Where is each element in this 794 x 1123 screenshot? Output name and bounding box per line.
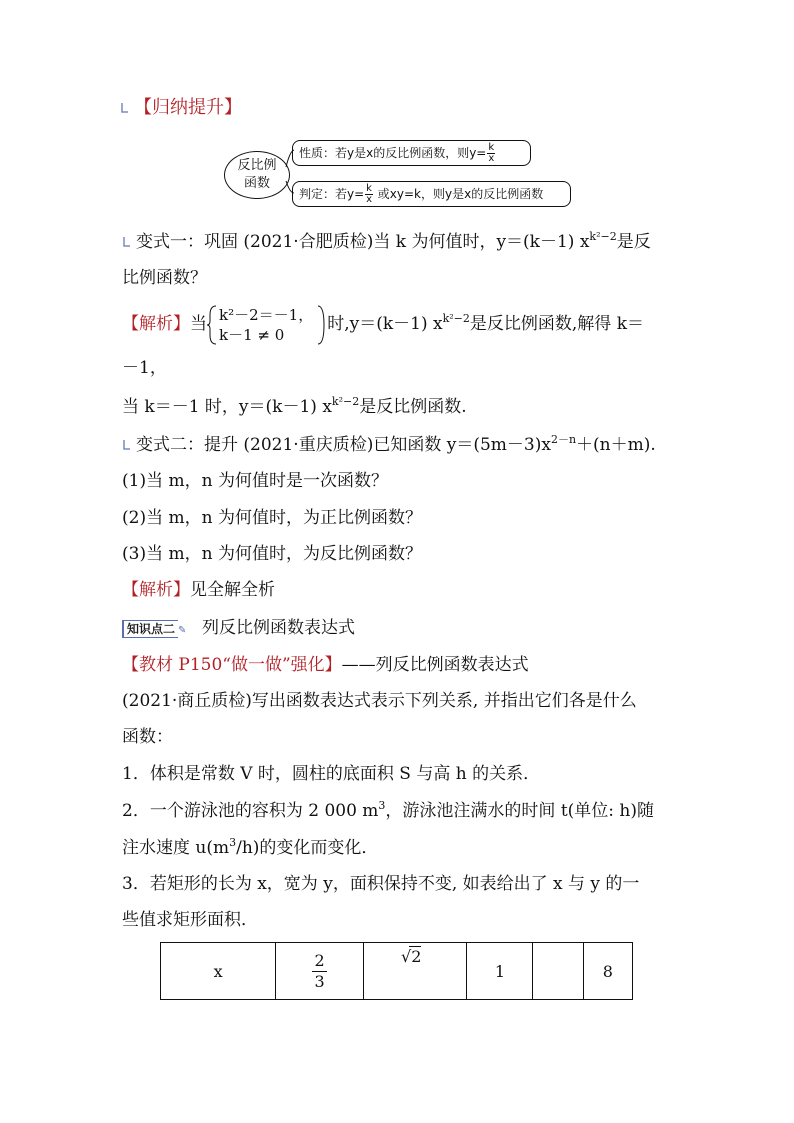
variant1-line2: 比例函数？ (122, 268, 207, 288)
analysis1-when: 当 (190, 314, 207, 334)
values-table (160, 942, 633, 1000)
problem-item3a: 3．若矩形的长为 x，宽为 y，面积保持不变, 如表给出了 x 与 y 的一 (122, 874, 640, 894)
table-fraction (312, 951, 326, 992)
judge-text-a: 判定：若y= (299, 187, 365, 201)
diagram-center-line2: 函数 (243, 176, 270, 191)
sqrt-expression: √2 (400, 947, 422, 966)
problem-item2 (122, 799, 654, 823)
bookmark-icon (122, 439, 132, 451)
variant2-tail: ＋(n＋m). (576, 435, 656, 455)
property-fraction (487, 143, 495, 164)
problem-intro2: 函数： (122, 727, 173, 747)
knowledge-point-title: 列反比例函数表达式 (202, 618, 356, 638)
sqrt-value: 2 (411, 947, 422, 966)
judge-frac-den: x (366, 194, 373, 205)
problem-item2b: ，游泳池注满水的时间 t(单位: h)随 (385, 801, 655, 821)
table-row (161, 943, 633, 1000)
variant1-line1 (122, 230, 651, 254)
analysis2-text: 见全解全析 (190, 580, 275, 600)
judge-text-b: 或xy=k，则y是x的反比例函数 (373, 187, 544, 201)
table-frac-num: 2 (314, 950, 325, 970)
analysis1-case2: k－1 ≠ 0 (219, 325, 285, 344)
judge-fraction (365, 184, 373, 205)
summary-heading-text: 【归纳提升】 (134, 97, 242, 118)
diagram-center-line1: 反比例 (237, 158, 277, 173)
problem-item2d: /h)的变化而变化． (236, 838, 379, 858)
analysis1-line3a: 当 k＝－1 时，y＝(k－1) x (122, 397, 332, 417)
analysis1-system (207, 305, 327, 345)
variant2-question1: (1)当 m，n 为何值时是一次函数？ (122, 471, 388, 491)
table-cell-4 (533, 943, 583, 1000)
problem-intro1: (2021·商丘质检)写出函数表达式表示下列关系, 并指出它们各是什么 (122, 691, 637, 711)
table-cell-5: 8 (583, 943, 632, 1000)
analysis1-case1: k²－2＝－1， (219, 305, 314, 324)
analysis1-line2: －1， (122, 358, 167, 378)
variant2-exponent: 2－n (550, 433, 577, 446)
variant1-exponent: k²−2 (589, 230, 617, 243)
table-cell-sqrt (363, 943, 466, 1000)
problem-item2-cont (122, 836, 378, 860)
problem-item2a: 2．一个游泳池的容积为 2 000 m (122, 801, 379, 821)
problem-item2c: 注水速度 u(m (122, 838, 230, 858)
variant2-question2: (2)当 m，n 为何值时，为正比例函数？ (122, 508, 422, 528)
textbook-label: 【教材 P150“做一做”强化】 (122, 655, 342, 675)
analysis2-label: 【解析】 (122, 580, 190, 600)
bookmark-icon (122, 236, 132, 248)
problem-item3b: 些值求矩形面积． (122, 910, 258, 930)
knowledge-point-label: 知识点二 (122, 620, 178, 638)
table-cell-fraction (276, 943, 364, 1000)
judge-frac-num: k (366, 183, 372, 194)
analysis1-line1 (122, 302, 644, 346)
problem-item1: 1．体积是常数 V 时，圆柱的底面积 S 与高 h 的关系． (122, 764, 541, 784)
knowledge-point-2 (122, 616, 355, 643)
summary-heading (120, 96, 242, 120)
textbook-text: ——列反比例函数表达式 (341, 655, 529, 675)
variant2-question3: (3)当 m，n 为何值时，为反比例函数？ (122, 544, 422, 564)
pencil-icon: ✎ (178, 625, 187, 636)
analysis2-line (122, 578, 275, 602)
analysis1-line3 (122, 395, 467, 419)
problem-item2-sup: 3 (378, 799, 386, 812)
variant1-title: 变式一：巩固 (2021·合肥质检)当 k 为何值时，y＝(k－1) x (136, 232, 590, 252)
summary-diagram (224, 137, 574, 209)
analysis1-exponent: k²−2 (442, 312, 470, 325)
variant1-tail: 是反 (616, 232, 651, 252)
variant2-line1 (122, 433, 656, 457)
diagram-property-box (292, 140, 531, 166)
bookmark-icon (120, 102, 130, 114)
property-text: 性质：若y是x的反比例函数，则y= (299, 146, 487, 160)
diagram-judge-box (292, 181, 571, 207)
analysis1-line3b: 是反比例函数. (359, 397, 467, 417)
diagram-center (224, 151, 290, 199)
table-cell-x-header: x (161, 943, 276, 1000)
table-frac-den: 3 (314, 971, 325, 991)
analysis1-label: 【解析】 (122, 314, 190, 334)
property-frac-num: k (488, 142, 495, 153)
textbook-line (122, 653, 529, 677)
table-cell-3: 1 (467, 943, 533, 1000)
analysis1-mid: 时,y＝(k－1) x (327, 314, 443, 334)
property-frac-den: x (488, 153, 495, 164)
analysis1-line3-exponent: k²−2 (331, 395, 360, 408)
problem-item2c-sup: 3 (229, 836, 237, 849)
variant2-title: 变式二：提升 (2021·重庆质检)已知函数 y＝(5m－3)x (136, 435, 551, 455)
analysis1-tail: 是反比例函数,解得 k＝ (469, 314, 644, 334)
